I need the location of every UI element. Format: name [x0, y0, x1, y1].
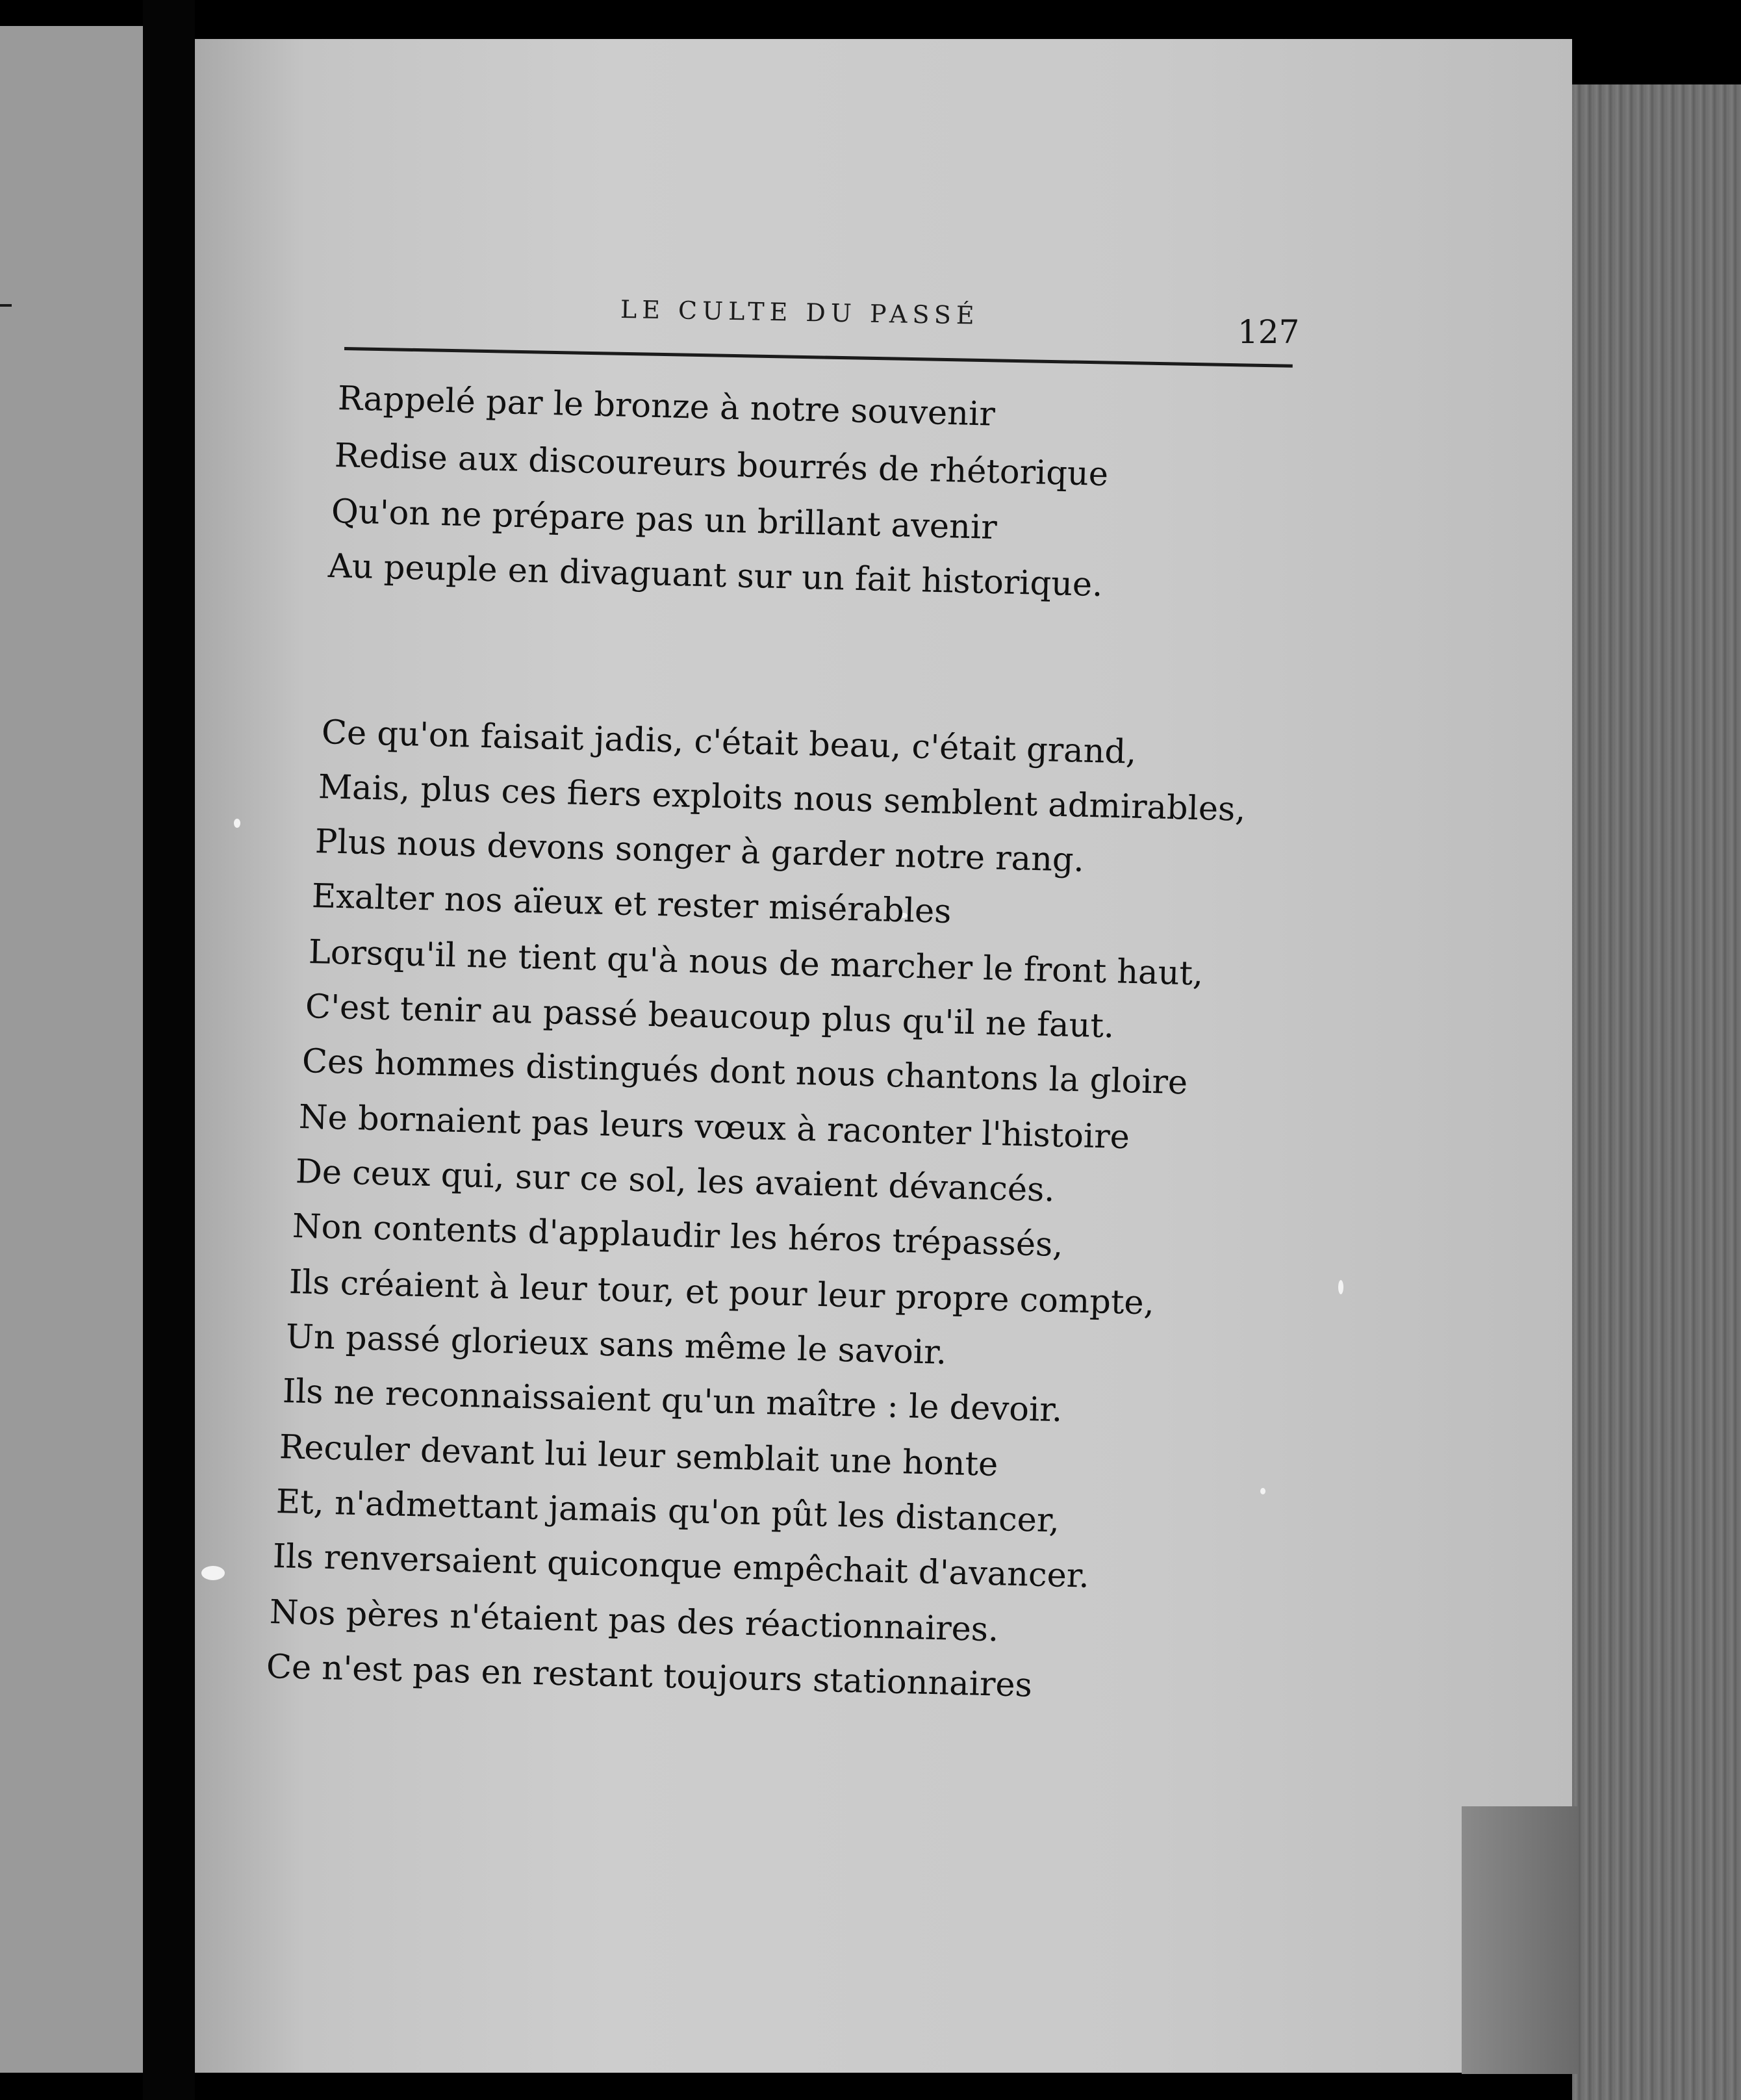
- verse-line: Reculer devant lui leur semblait une honte: [279, 1428, 998, 1485]
- verse-line: Ils créaient à leur tour, et pour leur propre compte,: [288, 1263, 1155, 1323]
- verse-line: Ces hommes distingués dont nous chantons la gloire: [301, 1042, 1188, 1103]
- verse-line: Qu'on ne prépare pas un brillant avenir: [331, 493, 998, 548]
- paper-speck: [1260, 1488, 1265, 1494]
- book-gutter: [143, 0, 195, 2100]
- running-head: [426, 260, 1108, 330]
- verse-line: Rappelé par le bronze à notre souvenir: [337, 379, 996, 434]
- verse-line: Ce qu'on faisait jadis, c'était beau, c'était grand,: [321, 713, 1137, 772]
- facing-page-edge: [0, 26, 143, 2073]
- running-title: LE CULTE DU PASSÉ: [620, 295, 980, 330]
- page-stack-edge: [1572, 84, 1741, 2100]
- verse-line: Lorsqu'il ne tient qu'à nous de marcher le front haut,: [308, 933, 1204, 993]
- verse-line: Ce n'est pas en restant toujours stationnaires: [266, 1648, 1033, 1705]
- verse-line: Nos pères n'étaient pas des réactionnaires.: [269, 1593, 999, 1650]
- verse-line: Exalter nos aïeux et rester misérables: [311, 877, 952, 932]
- verse-line: C'est tenir au passé beaucoup plus qu'il ne faut.: [305, 988, 1115, 1046]
- verse-line: Ne bornaient pas leurs vœux à raconter l'histoire: [298, 1098, 1130, 1157]
- verse-line: Ils renversaient quiconque empêchait d'avancer.: [272, 1537, 1090, 1596]
- verse-line: De ceux qui, sur ce sol, les avaient dévancés.: [295, 1153, 1056, 1210]
- paper-speck: [1338, 1280, 1343, 1294]
- verse-line: Redise aux discoureurs bourrés de rhétorique: [334, 437, 1109, 494]
- verse-line: Et, n'admettant jamais qu'on pût les distancer,: [275, 1483, 1060, 1541]
- verse-line: Ils ne reconnaissaient qu'un maître : le devoir.: [282, 1372, 1063, 1430]
- page-stack-edge-lower: [1462, 1806, 1579, 2074]
- paper-speck: [234, 819, 240, 828]
- verse-line: Mais, plus ces fiers exploits nous semblent admirables,: [318, 768, 1247, 829]
- verse-line: Non contents d'applaudir les héros trépassés,: [292, 1207, 1064, 1264]
- paper-speck: [201, 1566, 225, 1580]
- verse-line: Un passé glorieux sans même le savoir.: [285, 1318, 947, 1372]
- page-number: 127: [1238, 313, 1300, 351]
- verse-line: Au peuple en divaguant sur un fait historique.: [327, 547, 1104, 605]
- verse-line: Plus nous devons songer à garder notre rang.: [314, 823, 1085, 880]
- facing-page-mark: [0, 304, 12, 307]
